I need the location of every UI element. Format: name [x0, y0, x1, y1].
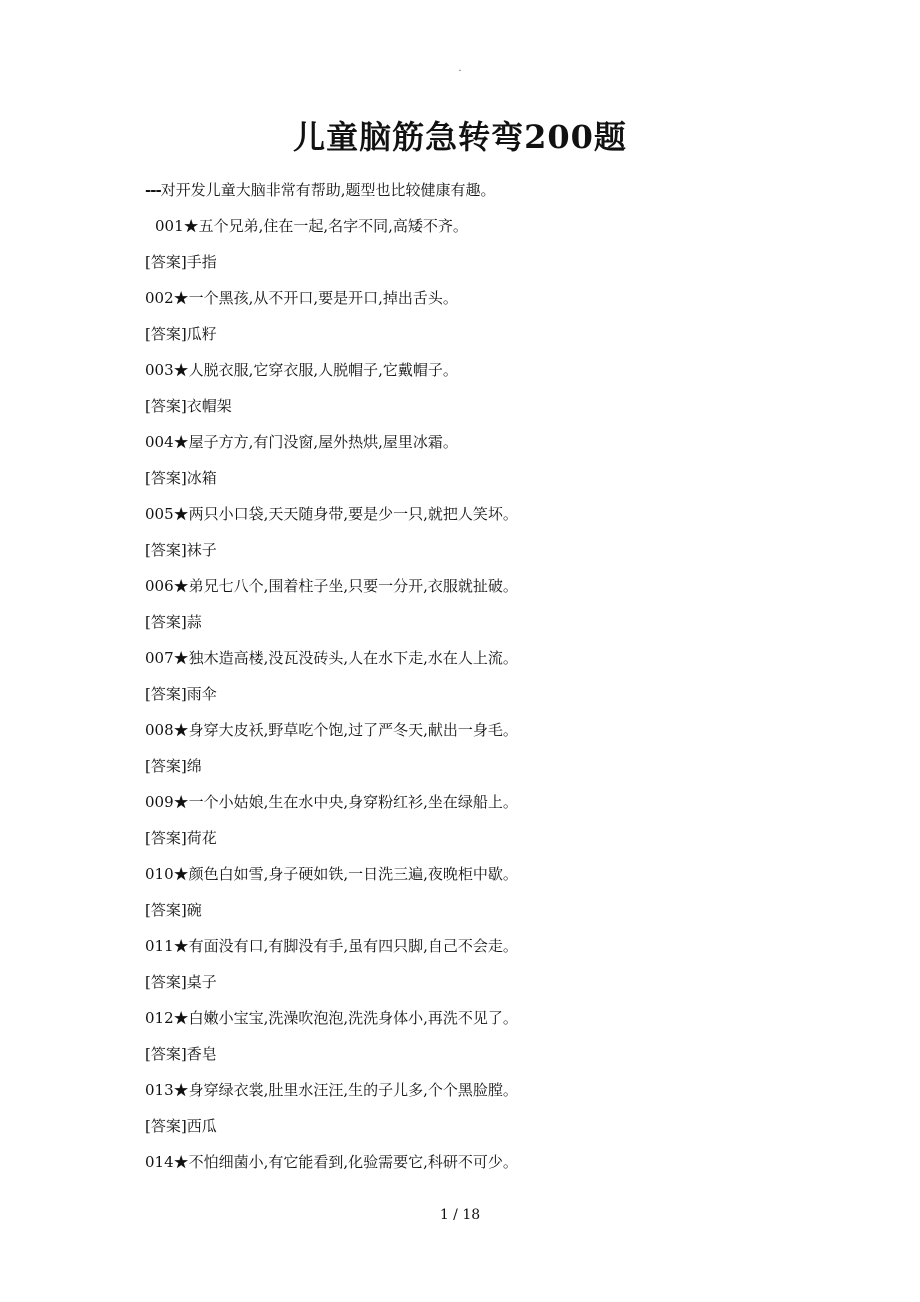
question-line: 003★人脱衣服,它穿衣服,人脱帽子,它戴帽子。: [145, 361, 458, 379]
answer-line: [答案]荷花: [145, 829, 217, 847]
question-line: 008★身穿大皮袄,野草吃个饱,过了严冬天,献出一身毛。: [145, 721, 518, 739]
question-line: 009★一个小姑娘,生在水中央,身穿粉红衫,坐在绿船上。: [145, 793, 518, 811]
answer-line: [答案]冰箱: [145, 469, 217, 487]
header-mark: ·: [458, 66, 462, 77]
question-line: 001★五个兄弟,住在一起,名字不同,高矮不齐。: [155, 217, 468, 235]
question-line: 004★屋子方方,有门没窗,屋外热烘,屋里冰霜。: [145, 433, 458, 451]
document-title: 儿童脑筋急转弯200题: [293, 118, 627, 156]
question-line: 011★有面没有口,有脚没有手,虽有四只脚,自己不会走。: [145, 937, 518, 955]
intro-dash: ---: [145, 181, 161, 199]
question-line: 002★一个黑孩,从不开口,要是开口,掉出舌头。: [145, 289, 458, 307]
answer-line: [答案]蒜: [145, 613, 202, 631]
answer-line: [答案]手指: [145, 253, 217, 271]
answer-line: [答案]袜子: [145, 541, 217, 559]
answer-line: [答案]西瓜: [145, 1117, 217, 1135]
question-line: 014★不怕细菌小,有它能看到,化验需要它,科研不可少。: [145, 1153, 518, 1171]
question-line: 006★弟兄七八个,围着柱子坐,只要一分开,衣服就扯破。: [145, 577, 518, 595]
page-indicator: 1 / 18: [439, 1207, 481, 1223]
answer-line: [答案]衣帽架: [145, 397, 232, 415]
question-line: 012★白嫩小宝宝,洗澡吹泡泡,洗洗身体小,再洗不见了。: [145, 1009, 518, 1027]
answer-line: [答案]香皂: [145, 1045, 217, 1063]
riddle-list: [145, 214, 845, 1186]
answer-line: [答案]碗: [145, 901, 202, 919]
intro-paragraph: [145, 178, 495, 202]
answer-line: [答案]绵: [145, 757, 202, 775]
question-line: 010★颜色白如雪,身子硬如铁,一日洗三遍,夜晚柜中歇。: [145, 865, 518, 883]
intro-text: 对开发儿童大脑非常有帮助,题型也比较健康有趣。: [160, 181, 496, 199]
question-line: 005★两只小口袋,天天随身带,要是少一只,就把人笑坏。: [145, 505, 518, 523]
question-line: 007★独木造高楼,没瓦没砖头,人在水下走,水在人上流。: [145, 649, 518, 667]
answer-line: [答案]桌子: [145, 973, 217, 991]
answer-line: [答案]雨伞: [145, 685, 217, 703]
answer-line: [答案]瓜籽: [145, 325, 217, 343]
question-line: 013★身穿绿衣裳,肚里水汪汪,生的子儿多,个个黑脸膛。: [145, 1081, 518, 1099]
